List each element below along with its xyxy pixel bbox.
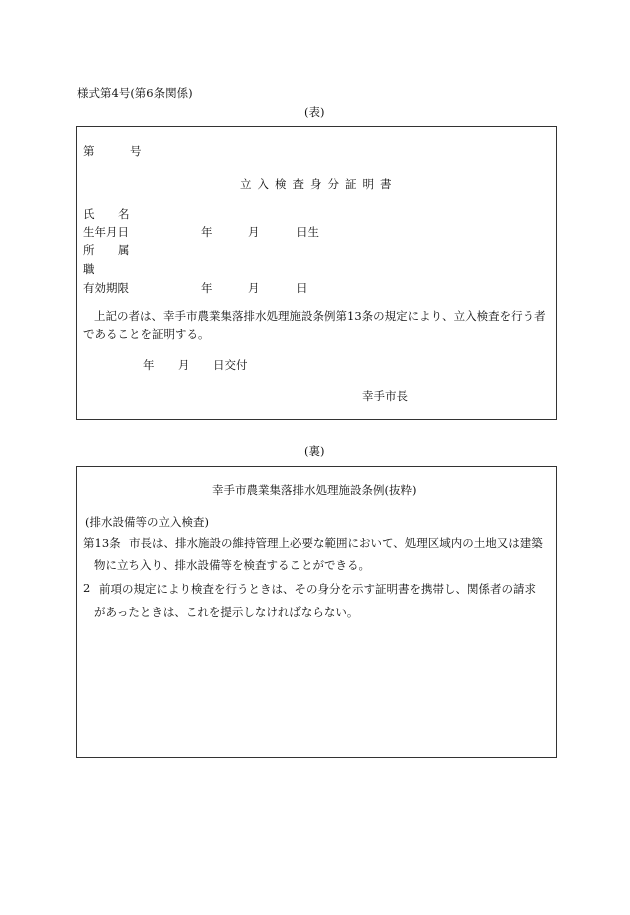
position-label: 職 [83,262,95,276]
back-label: (裏) [304,444,325,458]
section-heading: (排水設備等の立入検査) [85,515,209,529]
affiliation-label-1: 所 [83,243,95,257]
certificate-title: 立入検査身分証明書 [240,177,398,191]
article-line-2: 物に立ち入り、排水設備等を検査することができる。 [94,558,370,572]
name-label-1: 氏 [83,207,95,221]
issuer: 幸手市長 [362,389,408,403]
name-label-2: 名 [118,207,130,221]
form-id: 様式第4号(第6条関係) [77,86,193,100]
article-label: 第13条 [83,536,121,550]
number-suffix: 号 [130,144,142,158]
front-label: (表) [304,105,325,119]
birth-month: 月 [248,225,260,239]
statement-line-2: であることを証明する。 [83,327,210,341]
number-prefix: 第 [83,144,95,158]
birth-day: 日生 [296,225,319,239]
issue-day: 日交付 [213,358,248,372]
para2-number: 2 [83,581,91,595]
validity-month: 月 [248,281,260,295]
issue-year: 年 [143,358,155,372]
validity-year: 年 [201,281,213,295]
front-card [76,126,557,420]
birth-year: 年 [201,225,213,239]
para2-line-2: があったときは、これを提示しなければならない。 [94,605,359,619]
validity-day: 日 [296,281,308,295]
affiliation-label-2: 属 [118,243,130,257]
statement-line-1: 上記の者は、幸手市農業集落排水処理施設条例第13条の規定により、立入検査を行う者 [94,309,546,323]
para2-line-1: 前項の規定により検査を行うときは、その身分を示す証明書を携帯し、関係者の請求 [99,582,536,596]
ordinance-title: 幸手市農業集落排水処理施設条例(抜粋) [212,483,417,497]
article-line-1: 市長は、排水施設の維持管理上必要な範囲において、処理区域内の土地又は建築 [129,536,543,550]
birth-label: 生年月日 [83,225,129,239]
validity-label: 有効期限 [83,281,129,295]
issue-month: 月 [178,358,190,372]
